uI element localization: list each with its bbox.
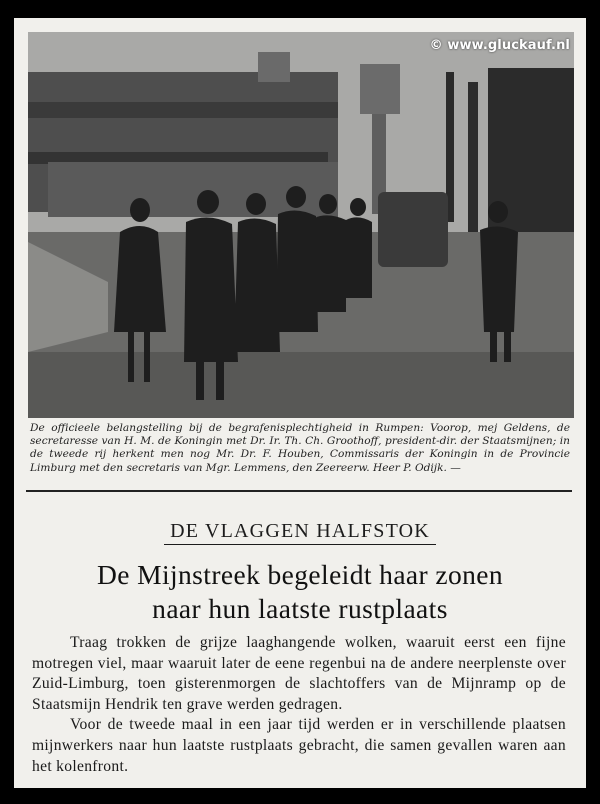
watermark: © www.gluckauf.nl — [429, 38, 570, 53]
paragraph-2: Voor de tweede maal in een jaar tijd werden er in verschillende plaatsen mijnwerkers naar hun laatste rustplaats gebracht, die samen gevallen waren aan het kolenfront. — [32, 716, 566, 775]
section-divider — [26, 490, 572, 492]
photo-caption: De officieele belangstelling bij de begrafenisplechtigheid in Rumpen: Voorop, mej Geldens, de secretaresse van H. M. de Koningin met Dr. Ir. Th. Ch. Groothoff, president-dir. der Staatsmijnen; in de tweede rij herkent men nog Mr. Dr. F. Houben, Commissaris der Koningin in de Provincie Limburg met den secretaris van Mgr. Lemmens, den Zeereerw. Heer P. Odijk. — — [30, 422, 570, 474]
newspaper-clipping — [14, 18, 586, 788]
photo-illustration — [28, 32, 574, 418]
article-body — [32, 633, 566, 777]
kicker — [14, 520, 586, 543]
headline-line-2: naar hun laatste rustplaats — [152, 593, 448, 624]
kicker-text: DE VLAGGEN HALFSTOK — [164, 520, 436, 545]
funeral-procession-photo — [28, 32, 574, 418]
headline-line-1: De Mijnstreek begeleidt haar zonen — [96, 559, 504, 590]
headline — [14, 558, 586, 626]
paragraph-1: Traag trokken de grijze laaghangende wolken, waaruit eerst een fijne motregen viel, maar waaruit later de eene regenbui na de andere neerplenste over Zuid-Limburg, toen gisterenmorgen de slachtoffers van de Mijnramp op de Staatsmijn Hendrik ten grave werden gedragen. — [32, 634, 566, 713]
